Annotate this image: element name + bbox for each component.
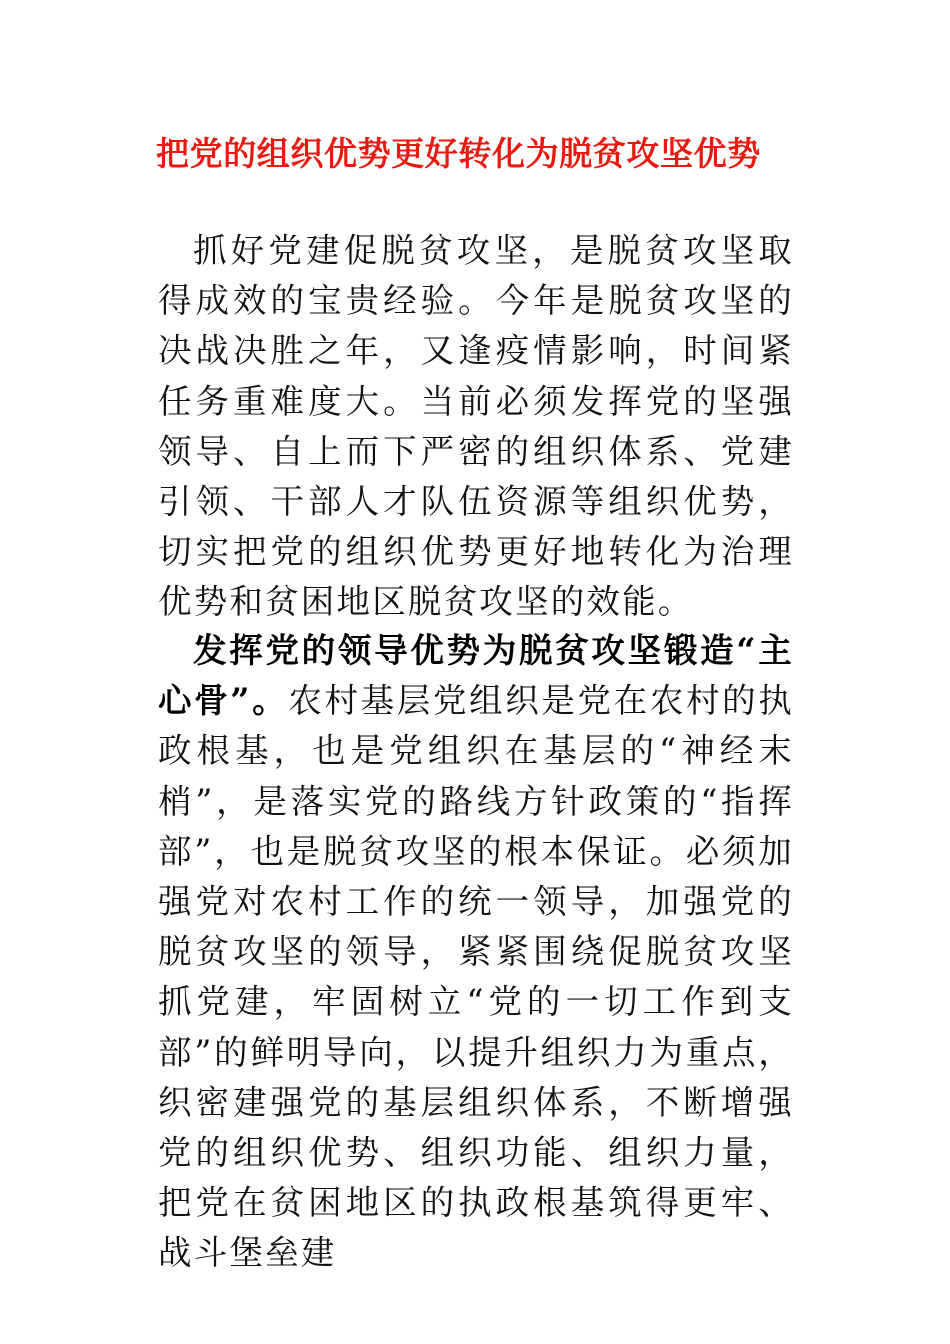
paragraph-leadership: [158, 626, 794, 1279]
paragraph-intro-text: 抓好党建促脱贫攻坚，是脱贫攻坚取得成效的宝贵经验。今年是脱贫攻坚的决战决胜之年，又逢疫情影响，时间紧任务重难度大。当前必须发挥党的坚强领导、自上而下严密的组织体系、党建引领、干部人才队伍资源等组织优势，切实把党的组织优势更好地转化为治理优势和贫困地区脱贫攻坚的效能。: [158, 231, 794, 622]
paragraph-intro: [158, 226, 794, 628]
paragraph-leadership-heading: 发挥党的领导优势为脱贫攻坚锻造“主心骨”。: [158, 631, 794, 721]
paragraph-leadership-text: 农村基层党组织是党在农村的执政根基，也是党组织在基层的“神经末梢”，是落实党的路线方针政策的“指挥部”，也是脱贫攻坚的根本保证。必须加强党对农村工作的统一领导，加强党的脱贫攻坚的领导，紧紧围绕促脱贫攻坚抓党建，牢固树立“党的一切工作到支部”的鲜明导向，以提升组织力为重点，织密建强党的基层组织体系，不断增强党的组织优势、组织功能、组织力量，把党在贫困地区的执政根基筑得更牢、战斗堡垒建: [158, 681, 794, 1273]
document-title: 把党的组织优势更好转化为脱贫攻坚优势: [156, 134, 761, 173]
